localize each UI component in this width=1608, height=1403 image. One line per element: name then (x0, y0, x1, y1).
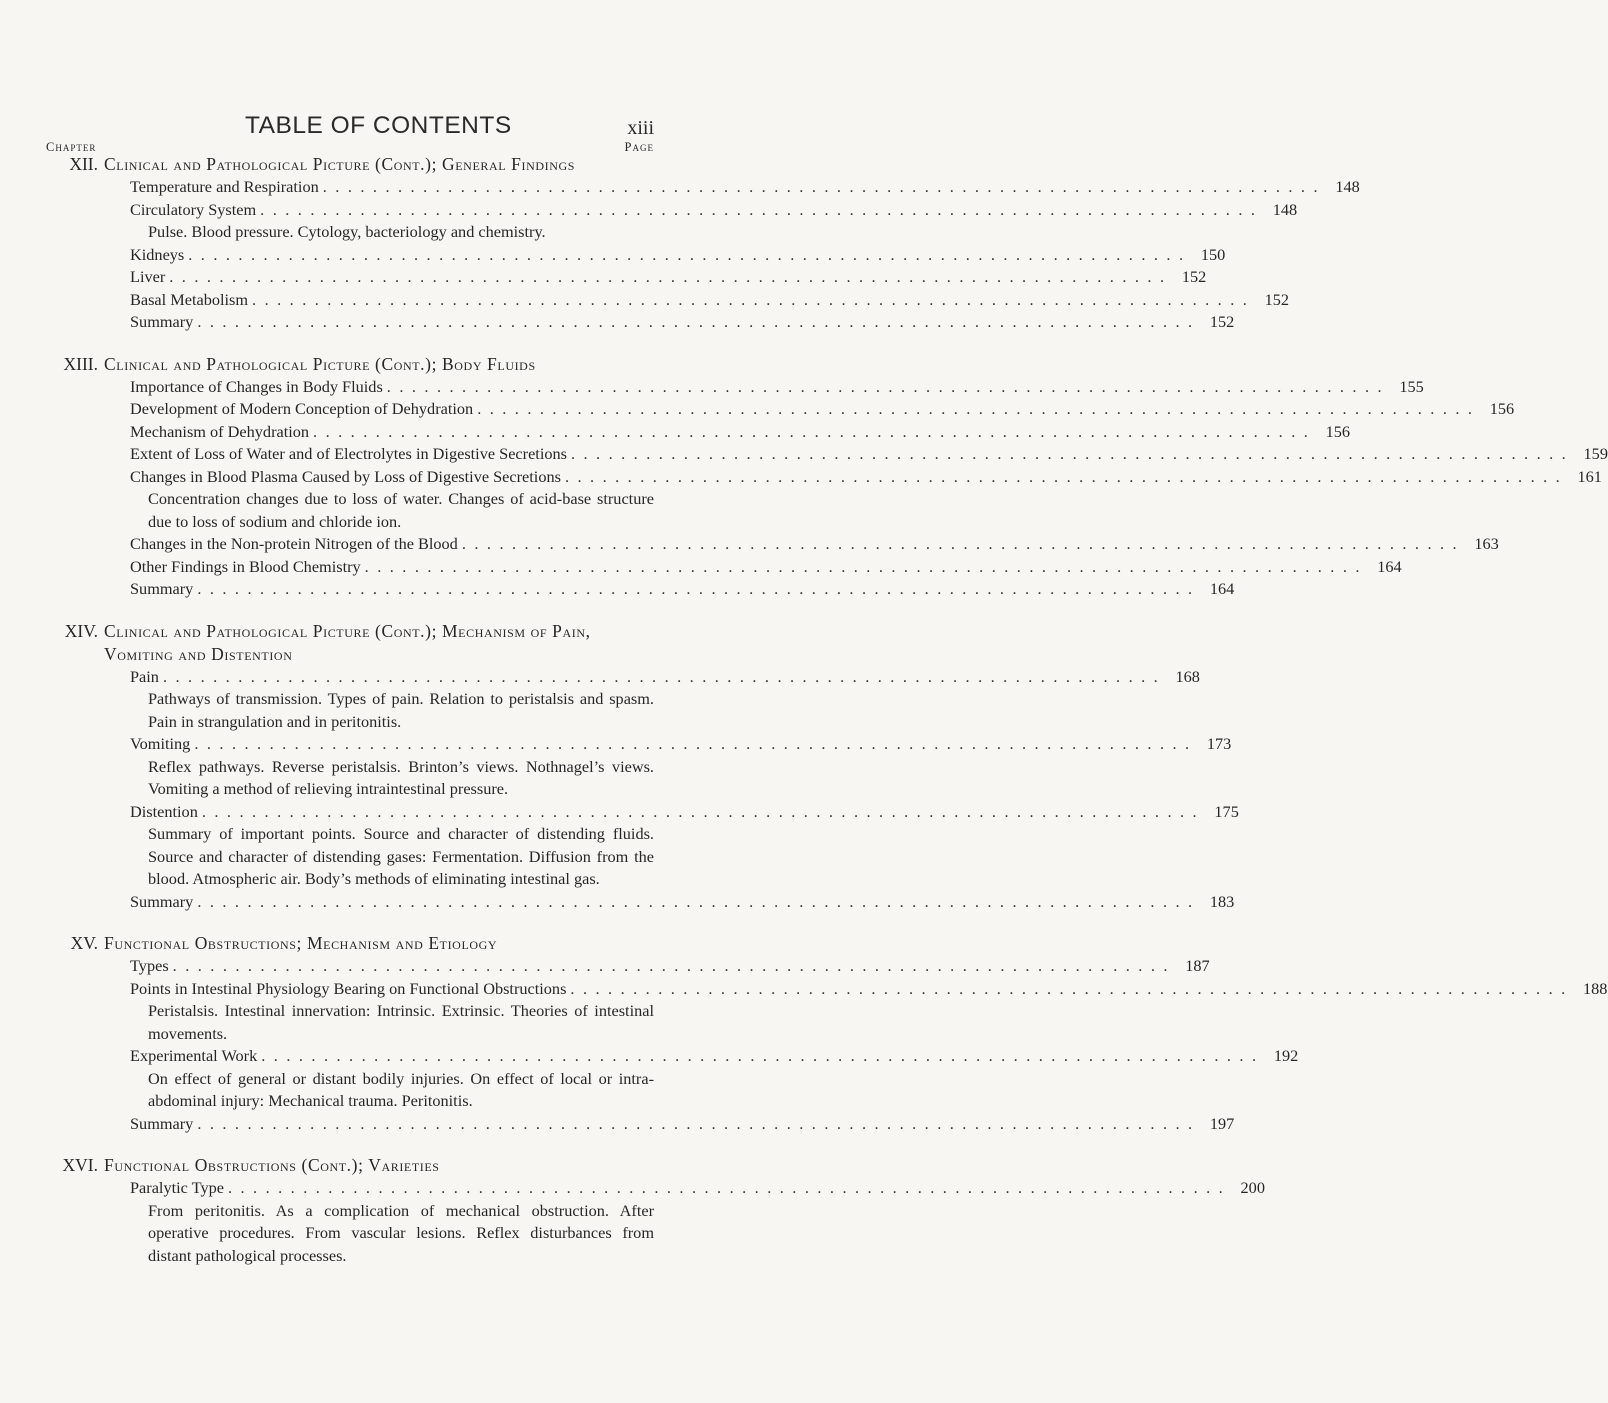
entry-page-number: 159 (1568, 443, 1608, 466)
toc-entry (130, 978, 1608, 1046)
dot-leader: . . . . . . . . . . . . . . . . . . . . . . . . . . . . . . . . . . . . . . . . . . . . . . . . . . . . . . . . . . . . . . . . . . . . . . . . . . . . . . . . (364, 556, 1362, 576)
entry-page-number: 155 (1384, 376, 1424, 399)
dot-leader: . . . . . . . . . . . . . . . . . . . . . . . . . . . . . . . . . . . . . . . . . . . . . . . . . . . . . . . . . . . . . . . . . . . . . . . . . . . . . . . . (197, 891, 1195, 911)
toc-entry (130, 1177, 1265, 1267)
toc-entry (130, 289, 1290, 312)
entry-page-number: 187 (1170, 955, 1210, 978)
toc-entry (130, 466, 1602, 534)
entry-page-number: 152 (1194, 311, 1234, 334)
dot-leader: . . . . . . . . . . . . . . . . . . . . . . . . . . . . . . . . . . . . . . . . . . . . . . . . . . . . . . . . . . . . . . . . . . . . . . . . . . . . . . . . (570, 444, 1568, 463)
entry-title: Vomiting (130, 733, 194, 756)
toc-entry (130, 266, 1207, 289)
chapter-heading (0, 932, 801, 955)
chapter-number: XIV. (64, 620, 98, 641)
dot-leader: . . . . . . . . . . . . . . . . . . . . . . . . . . . . . . . . . . . . . . . . . . . . . . . . . . . . . . . . . . . . . . . . . . . . . . . . . . . . . . . . (564, 466, 1562, 486)
toc-entry (130, 398, 1515, 421)
dot-leader: . . . . . . . . . . . . . . . . . . . . . . . . . . . . . . . . . . . . . . . . . . . . . . . . . . . . . . . . . . . . . . . . . . . . . . . . . . . . . . . . (322, 177, 1320, 196)
toc-entry (130, 801, 1239, 891)
entry-page-number: 152 (1249, 289, 1289, 312)
toc-entry (130, 443, 1608, 466)
entry-title: Extent of Loss of Water and of Electrolytes in Digestive Secretions (130, 443, 571, 466)
dot-leader: . . . . . . . . . . . . . . . . . . . . . . . . . . . . . . . . . . . . . . . . . . . . . . . . . . . . . . . . . . . . . . . . . . . . . . . . . . . . . . . . (386, 376, 1384, 396)
entry-title: Kidneys (130, 244, 188, 267)
toc-entry (130, 376, 1424, 399)
chapter-number: XIII. (63, 353, 98, 374)
chapter-title: Clinical and Pathological Picture (Cont.); Mechanism of Pain, Vomiting and Distention (104, 620, 591, 664)
entry-title: Changes in Blood Plasma Caused by Loss of Digestive Secretions (130, 466, 565, 489)
entry-title: Summary (130, 891, 197, 914)
dot-leader: . . . . . . . . . . . . . . . . . . . . . . . . . . . . . . . . . . . . . . . . . . . . . . . . . . . . . . . . . . . . . . . . . . . . . . . . . . . . . . . . (477, 399, 1475, 418)
entry-page-number: 148 (1257, 199, 1297, 222)
dot-leader: . . . . . . . . . . . . . . . . . . . . . . . . . . . . . . . . . . . . . . . . . . . . . . . . . . . . . . . . . . . . . . . . . . . . . . . . . . . . . . . . (194, 734, 1192, 753)
entry-title: Pain (130, 666, 163, 689)
table-of-contents (0, 153, 1608, 1286)
entry-page-number: 175 (1199, 801, 1239, 824)
entry-subtopics: Reflex pathways. Reverse peristalsis. Brinton’s views. Nothnagel’s views. Vomiting a method of relieving intraintestinal pressure. (148, 756, 654, 798)
entry-subtopics: From peritonitis. As a complication of mechanical obstruction. After operative procedures. From vascular lesions. Reflex disturbances from distant pathological processes. (148, 1200, 654, 1265)
entry-page-number: 164 (1362, 556, 1402, 579)
toc-entry (130, 421, 1351, 444)
entry-subtopics: On effect of general or distant bodily injuries. On effect of local or intra-abdominal injury: Mechanical trauma. Peritonitis. (148, 1068, 654, 1110)
chapter-heading (0, 353, 801, 376)
entry-title: Development of Modern Conception of Dehydration (130, 398, 477, 421)
entry-title: Importance of Changes in Body Fluids (130, 376, 387, 399)
chapter-title: Functional Obstructions; Mechanism and Etiology (104, 933, 498, 953)
entry-title: Summary (130, 311, 197, 334)
dot-leader: . . . . . . . . . . . . . . . . . . . . . . . . . . . . . . . . . . . . . . . . . . . . . . . . . . . . . . . . . . . . . . . . . . . . . . . . . . . . . . . . (227, 1178, 1225, 1197)
chapter-heading (0, 620, 801, 666)
toc-entry (130, 311, 1235, 334)
toc-entry (130, 199, 1298, 244)
dot-leader: . . . . . . . . . . . . . . . . . . . . . . . . . . . . . . . . . . . . . . . . . . . . . . . . . . . . . . . . . . . . . . . . . . . . . . . . . . . . . . . . (260, 199, 1258, 219)
entry-subtopics: Pathways of transmission. Types of pain. Relation to peristalsis and spasm. Pain in strangulation and in peritonitis. (148, 689, 654, 731)
entry-title: Summary (130, 578, 197, 601)
toc-entry (130, 1045, 1299, 1113)
entry-page-number: 148 (1320, 176, 1360, 199)
entry-title: Temperature and Respiration (130, 176, 323, 199)
entry-page-number: 161 (1562, 466, 1602, 489)
dot-leader: . . . . . . . . . . . . . . . . . . . . . . . . . . . . . . . . . . . . . . . . . . . . . . . . . . . . . . . . . . . . . . . . . . . . . . . . . . . . . . . . (172, 956, 1170, 975)
entry-page-number: 156 (1310, 421, 1350, 444)
page-title: TABLE OF CONTENTS (245, 112, 512, 139)
dot-leader: . . . . . . . . . . . . . . . . . . . . . . . . . . . . . . . . . . . . . . . . . . . . . . . . . . . . . . . . . . . . . . . . . . . . . . . . . . . . . . . . (461, 534, 1459, 553)
toc-entry (130, 556, 1402, 579)
entry-title: Paralytic Type (130, 1177, 228, 1200)
entry-title: Experimental Work (130, 1045, 261, 1068)
dot-leader: . . . . . . . . . . . . . . . . . . . . . . . . . . . . . . . . . . . . . . . . . . . . . . . . . . . . . . . . . . . . . . . . . . . . . . . . . . . . . . . . (261, 1046, 1259, 1065)
chapter-heading (0, 1154, 801, 1177)
entry-page-number: 150 (1185, 244, 1225, 267)
entry-subtopics: Peristalsis. Intestinal innervation: Intrinsic. Extrinsic. Theories of intestinal movements. (148, 1001, 654, 1043)
dot-leader: . . . . . . . . . . . . . . . . . . . . . . . . . . . . . . . . . . . . . . . . . . . . . . . . . . . . . . . . . . . . . . . . . . . . . . . . . . . . . . . . (162, 666, 1160, 686)
chapter-number: XII. (69, 154, 98, 174)
page-header (0, 112, 801, 152)
chapter-number: XVI. (62, 1155, 98, 1175)
chapter-block (0, 620, 1239, 914)
dot-leader: . . . . . . . . . . . . . . . . . . . . . . . . . . . . . . . . . . . . . . . . . . . . . . . . . . . . . . . . . . . . . . . . . . . . . . . . . . . . . . . . (188, 244, 1186, 264)
chapter-title: Clinical and Pathological Picture (Cont.); General Findings (104, 154, 576, 174)
dot-leader: . . . . . . . . . . . . . . . . . . . . . . . . . . . . . . . . . . . . . . . . . . . . . . . . . . . . . . . . . . . . . . . . . . . . . . . . . . . . . . . . (570, 978, 1568, 998)
entry-title: Distention (130, 801, 202, 824)
entry-page-number: 197 (1194, 1113, 1234, 1136)
entry-title: Liver (130, 266, 169, 289)
entry-title: Summary (130, 1113, 197, 1136)
toc-entry (130, 955, 1210, 978)
toc-entry (130, 891, 1235, 914)
chapter-block (0, 153, 1360, 334)
chapter-block (0, 353, 1608, 601)
entry-page-number: 188 (1567, 978, 1607, 1001)
entry-title: Types (130, 955, 173, 978)
dot-leader: . . . . . . . . . . . . . . . . . . . . . . . . . . . . . . . . . . . . . . . . . . . . . . . . . . . . . . . . . . . . . . . . . . . . . . . . . . . . . . . . (201, 801, 1199, 821)
entry-page-number: 152 (1166, 266, 1206, 289)
entry-page-number: 183 (1194, 891, 1234, 914)
entry-page-number: 192 (1258, 1045, 1298, 1068)
toc-entry (130, 244, 1226, 267)
chapter-heading (0, 153, 801, 176)
entry-title: Basal Metabolism (130, 289, 252, 312)
chapter-block (0, 1154, 1265, 1267)
entry-title: Other Findings in Blood Chemistry (130, 556, 365, 579)
entry-title: Points in Intestinal Physiology Bearing on Functional Obstructions (130, 978, 570, 1001)
entry-page-number: 164 (1194, 578, 1234, 601)
chapter-number: XV. (70, 933, 98, 953)
toc-entry (130, 533, 1499, 556)
dot-leader: . . . . . . . . . . . . . . . . . . . . . . . . . . . . . . . . . . . . . . . . . . . . . . . . . . . . . . . . . . . . . . . . . . . . . . . . . . . . . . . . (197, 312, 1195, 331)
entry-subtopics: Pulse. Blood pressure. Cytology, bacteriology and chemistry. (148, 222, 546, 241)
dot-leader: . . . . . . . . . . . . . . . . . . . . . . . . . . . . . . . . . . . . . . . . . . . . . . . . . . . . . . . . . . . . . . . . . . . . . . . . . . . . . . . . (252, 289, 1250, 309)
toc-entry (130, 733, 1232, 801)
chapter-column-heading: Chapter (46, 140, 97, 154)
entry-title: Changes in the Non-protein Nitrogen of the Blood (130, 533, 462, 556)
entry-page-number: 168 (1160, 666, 1200, 689)
entry-page-number: 163 (1459, 533, 1499, 556)
entry-title: Circulatory System (130, 199, 260, 222)
page-column-heading: Page (624, 140, 654, 154)
entry-subtopics: Concentration changes due to loss of water. Changes of acid-base structure due to loss of sodium and chloride ion. (148, 489, 654, 531)
page-number: xiii (627, 117, 654, 139)
toc-entry (130, 1113, 1235, 1136)
dot-leader: . . . . . . . . . . . . . . . . . . . . . . . . . . . . . . . . . . . . . . . . . . . . . . . . . . . . . . . . . . . . . . . . . . . . . . . . . . . . . . . . (313, 421, 1311, 441)
chapter-title: Functional Obstructions (Cont.); Varieties (104, 1155, 440, 1175)
toc-entry (130, 578, 1235, 601)
dot-leader: . . . . . . . . . . . . . . . . . . . . . . . . . . . . . . . . . . . . . . . . . . . . . . . . . . . . . . . . . . . . . . . . . . . . . . . . . . . . . . . . (169, 267, 1167, 286)
entry-title: Mechanism of Dehydration (130, 421, 313, 444)
toc-entry (130, 176, 1360, 199)
chapter-title: Clinical and Pathological Picture (Cont.); Body Fluids (104, 353, 536, 374)
entry-page-number: 200 (1225, 1177, 1265, 1200)
dot-leader: . . . . . . . . . . . . . . . . . . . . . . . . . . . . . . . . . . . . . . . . . . . . . . . . . . . . . . . . . . . . . . . . . . . . . . . . . . . . . . . . (197, 1113, 1195, 1133)
entry-page-number: 156 (1474, 398, 1514, 421)
chapter-block (0, 932, 1608, 1135)
entry-subtopics: Summary of important points. Source and character of distending fluids. Source and character of distending gases: Fermentation. Diffusion from the blood. Atmospheric air. Body’s methods of eliminating intestinal gas. (148, 824, 654, 888)
entry-page-number: 173 (1191, 733, 1231, 756)
dot-leader: . . . . . . . . . . . . . . . . . . . . . . . . . . . . . . . . . . . . . . . . . . . . . . . . . . . . . . . . . . . . . . . . . . . . . . . . . . . . . . . . (197, 579, 1195, 598)
toc-entry (130, 666, 1200, 734)
